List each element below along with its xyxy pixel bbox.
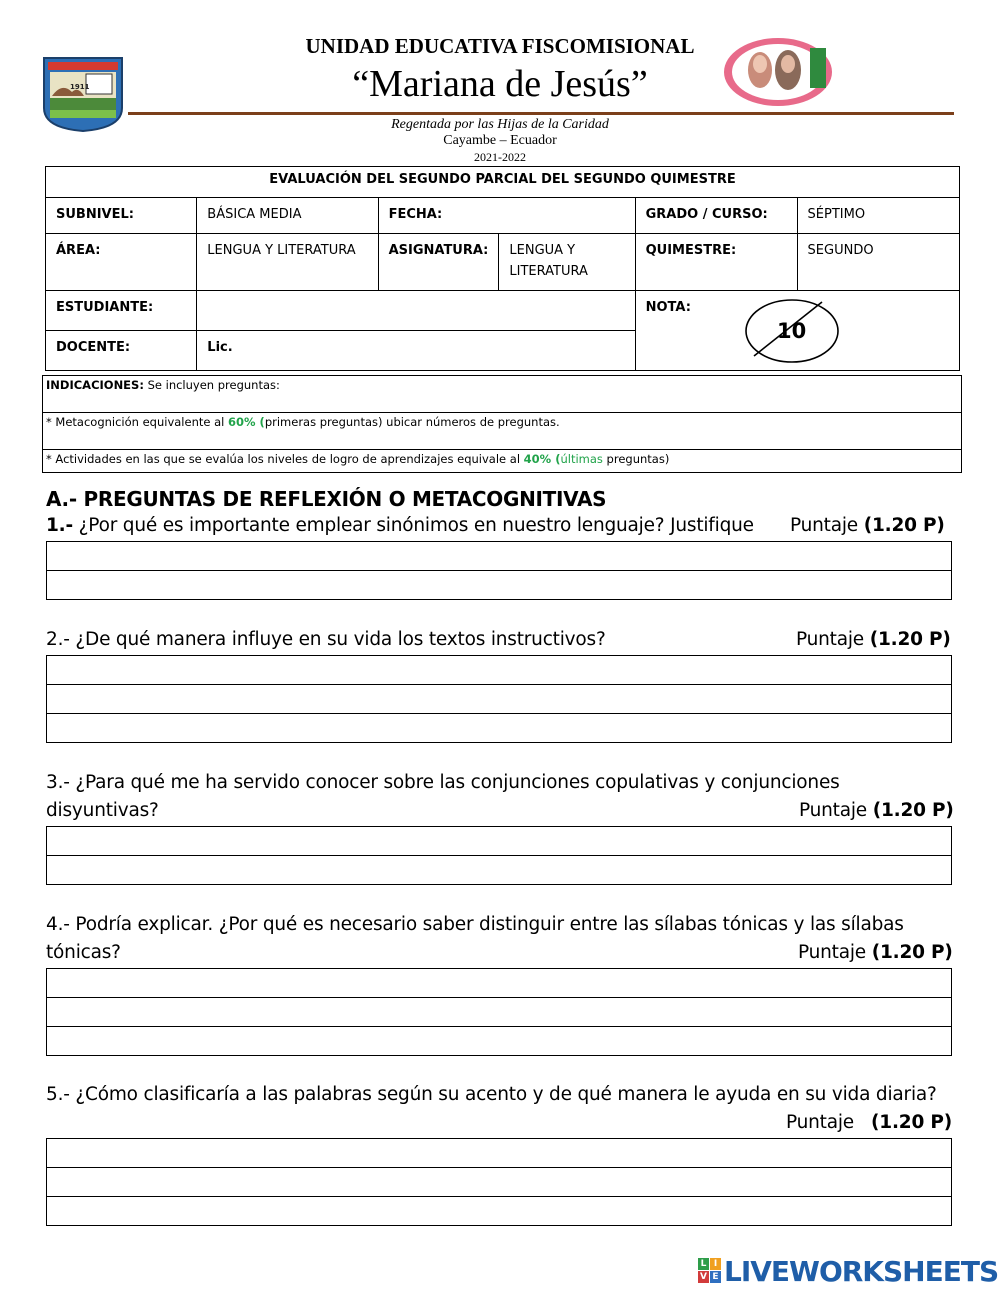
actividades-text: * Actividades en las que se evalúa los niveles de logro de aprendizajes equivale al: [46, 452, 524, 466]
actividades-percent: 40% (: [523, 452, 561, 466]
answer-box-1[interactable]: [46, 541, 952, 600]
logo-letter: L: [698, 1258, 709, 1270]
question-4-line1: 4.- Podría explicar. ¿Por qué es necesario saber distinguir entre las sílabas tónicas y las sílabas: [46, 914, 904, 935]
school-name: UNIDAD EDUCATIVA FISCOMISIONAL: [305, 34, 695, 58]
asignatura-value: LENGUA Y LITERATURA: [499, 234, 635, 291]
indicaciones-label: INDICACIONES:: [46, 378, 144, 392]
location-text: Cayambe – Ecuador: [443, 133, 557, 148]
actividades-word: últimas: [560, 452, 603, 466]
score-value: (1.20 P): [872, 800, 954, 821]
logo-letter: V: [698, 1271, 709, 1283]
answer-box-3[interactable]: [46, 826, 952, 885]
indicaciones-table: [42, 375, 962, 473]
question-4-line2: tónicas?: [46, 942, 121, 963]
estudiante-label: ESTUDIANTE:: [46, 291, 197, 331]
answer-box-4[interactable]: [46, 968, 952, 1056]
regentada-text: Regentada por las Hijas de la Caridad: [391, 117, 609, 132]
header-rule: [128, 112, 954, 115]
question-1-number: 1.-: [46, 515, 73, 536]
liveworksheets-logo-icon: [698, 1258, 722, 1284]
crest-year: 1911: [70, 83, 90, 91]
estudiante-field[interactable]: [197, 291, 635, 331]
score-value: (1.20 P): [863, 515, 945, 536]
question-2-text: 2.- ¿De qué manera influye en su vida los textos instructivos?: [46, 629, 606, 650]
metacognicion-text-end: primeras preguntas) ubicar números de preguntas.: [264, 415, 560, 429]
answer-box-2[interactable]: [46, 655, 952, 743]
question-4-score: [798, 942, 953, 963]
school-title: “Mariana de Jesús”: [352, 63, 648, 105]
quimestre-label: QUIMESTRE:: [635, 234, 797, 291]
answer-line[interactable]: [47, 685, 951, 714]
score-label: Puntaje: [790, 515, 864, 536]
indicaciones-row: [43, 376, 962, 413]
answer-line[interactable]: [47, 1027, 951, 1055]
section-title: A.- PREGUNTAS DE REFLEXIÓN O METACOGNITIVAS: [46, 487, 607, 511]
actividades-text-end: preguntas): [602, 452, 670, 466]
liveworksheets-brand[interactable]: LIVEWORKSHEETS: [724, 1255, 999, 1288]
metacognicion-row: [43, 413, 962, 450]
question-5-line1: 5.- ¿Cómo clasificaría a las palabras según su acento y de qué manera le ayuda en su vida diaria?: [46, 1084, 937, 1105]
score-label: Puntaje: [786, 1112, 872, 1133]
question-3-line1: 3.- ¿Para qué me ha servido conocer sobre las conjunciones copulativas y conjunciones: [46, 772, 840, 793]
score-value: (1.20 P): [871, 1112, 953, 1133]
score-label: Puntaje: [798, 942, 872, 963]
logo-letter: E: [710, 1271, 721, 1283]
quimestre-value: SEGUNDO: [797, 234, 959, 291]
fecha-label: FECHA:: [378, 198, 635, 234]
metacognicion-percent: 60% (: [228, 415, 265, 429]
docente-value: Lic.: [197, 331, 635, 371]
answer-box-5[interactable]: [46, 1138, 952, 1226]
answer-line[interactable]: [47, 998, 951, 1027]
answer-line[interactable]: [47, 827, 951, 856]
docente-label: DOCENTE:: [46, 331, 197, 371]
asignatura-label: ASIGNATURA:: [378, 234, 499, 291]
answer-line[interactable]: [47, 714, 951, 742]
evaluation-title: EVALUACIÓN DEL SEGUNDO PARCIAL DEL SEGUNDO QUIMESTRE: [46, 167, 960, 198]
answer-line[interactable]: [47, 1197, 951, 1225]
answer-line[interactable]: [47, 656, 951, 685]
indicaciones-text: Se incluyen preguntas:: [143, 378, 280, 392]
question-1: [46, 515, 754, 536]
grado-value: SÉPTIMO: [797, 198, 959, 234]
question-1-text: ¿Por qué es importante emplear sinónimos en nuestro lenguaje? Justifique: [72, 515, 754, 536]
question-3-line2: disyuntivas?: [46, 800, 159, 821]
answer-line[interactable]: [47, 542, 951, 571]
question-5-score: [786, 1112, 952, 1133]
answer-line[interactable]: [47, 571, 951, 599]
question-3-score: [799, 800, 954, 821]
answer-line[interactable]: [47, 856, 951, 884]
grado-label: GRADO / CURSO:: [635, 198, 797, 234]
question-1-score: [790, 515, 945, 536]
score-value: (1.20 P): [871, 942, 953, 963]
school-year: 2021-2022: [474, 150, 526, 164]
nota-label: NOTA:: [645, 300, 691, 315]
actividades-row: [43, 450, 962, 473]
answer-line[interactable]: [47, 1139, 951, 1168]
area-label: ÁREA:: [46, 234, 197, 291]
answer-line[interactable]: [47, 969, 951, 998]
answer-line[interactable]: [47, 1168, 951, 1197]
area-value: LENGUA Y LITERATURA: [197, 234, 378, 291]
subnivel-label: SUBNIVEL:: [46, 198, 197, 234]
score-value: (1.20 P): [869, 629, 951, 650]
nota-max: 10: [777, 319, 807, 343]
subnivel-value: BÁSICA MEDIA: [197, 198, 378, 234]
question-2-score: [796, 629, 951, 650]
score-label: Puntaje: [796, 629, 870, 650]
score-label: Puntaje: [799, 800, 873, 821]
metacognicion-text: * Metacognición equivalente al: [46, 415, 229, 429]
logo-letter: I: [710, 1258, 721, 1270]
